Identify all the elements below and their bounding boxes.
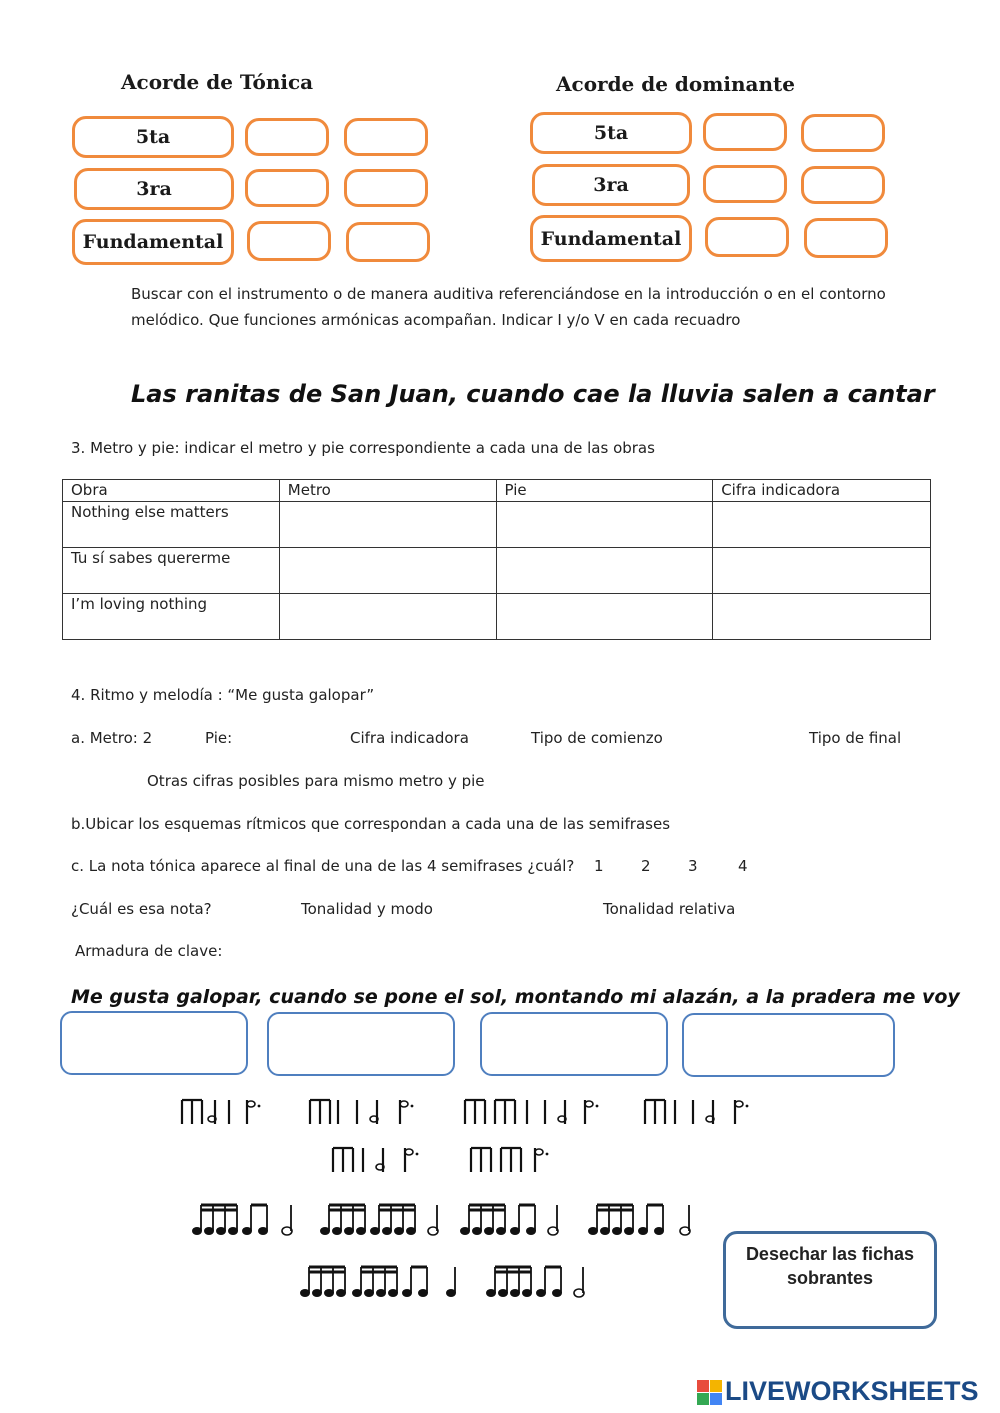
discard-note-line: sobrantes [786, 1268, 874, 1288]
column-header: Obra [63, 480, 280, 502]
table-row [63, 502, 931, 548]
tonic-label-fundamental: Fundamental [72, 219, 234, 265]
drop-zone[interactable] [60, 1011, 248, 1075]
dominant-answer-box[interactable] [705, 217, 789, 257]
tonic-answer-box[interactable] [344, 118, 428, 156]
section4-heading: 4. Ritmo y melodía : “Me gusta galopar” [71, 686, 375, 704]
a-final: Tipo de final [809, 729, 902, 747]
table-row [63, 594, 931, 640]
meter-table [62, 479, 931, 640]
rhythm-card[interactable] [192, 1205, 292, 1235]
answer-cell[interactable] [496, 502, 713, 548]
rhythm-card[interactable] [310, 1100, 413, 1124]
c-option[interactable]: 2 [641, 857, 651, 875]
work-title: Tu sí sabes quererme [63, 548, 280, 594]
q-tonalidad: Tonalidad y modo [301, 900, 433, 918]
column-header: Pie [496, 480, 713, 502]
answer-cell[interactable] [713, 502, 931, 548]
instructions-line-2: melódico. Que funciones armónicas acompañan. Indicar I y/o V en cada recuadro [131, 311, 741, 329]
tonic-label-3ra: 3ra [74, 168, 234, 210]
rhythm-card[interactable] [471, 1148, 548, 1172]
table-row [63, 548, 931, 594]
rhythm-card[interactable] [182, 1100, 260, 1124]
tonic-chord-title: Acorde de Tónica [121, 70, 314, 94]
drop-zone[interactable] [682, 1013, 895, 1077]
work-title: Nothing else matters [63, 502, 280, 548]
discard-note-line: Desechar las fichas [745, 1244, 915, 1264]
rhythm-card[interactable] [300, 1267, 456, 1297]
rhythm-card[interactable] [320, 1205, 438, 1235]
dominant-answer-box[interactable] [703, 113, 787, 151]
section3-heading: 3. Metro y pie: indicar el metro y pie correspondiente a cada una de las obras [71, 439, 655, 457]
dominant-answer-box[interactable] [801, 166, 885, 204]
tonic-label-5ta: 5ta [72, 116, 234, 158]
c-option[interactable]: 1 [594, 857, 604, 875]
answer-cell[interactable] [713, 594, 931, 640]
tonic-answer-box[interactable] [245, 169, 329, 207]
dominant-label-5ta: 5ta [530, 112, 692, 154]
answer-cell[interactable] [279, 548, 496, 594]
discard-cards-note [723, 1231, 937, 1329]
drop-zone[interactable] [267, 1012, 455, 1076]
rhythm-card[interactable] [588, 1205, 690, 1235]
instructions-line-1: Buscar con el instrumento o de manera auditiva referenciándose en la introducción o en el contorno [131, 285, 886, 303]
tonic-answer-box[interactable] [247, 221, 331, 261]
tonic-answer-box[interactable] [245, 118, 329, 156]
drop-zone[interactable] [480, 1012, 668, 1076]
tonic-answer-box[interactable] [346, 222, 430, 262]
answer-cell[interactable] [279, 594, 496, 640]
answer-cell[interactable] [496, 594, 713, 640]
q-relativa: Tonalidad relativa [603, 900, 736, 918]
c-question: c. La nota tónica aparece al final de una de las 4 semifrases ¿cuál? [71, 857, 575, 875]
dominant-label-fundamental: Fundamental [530, 215, 692, 262]
dominant-label-3ra: 3ra [532, 164, 690, 206]
work-title: I’m loving nothing [63, 594, 280, 640]
answer-cell[interactable] [713, 548, 931, 594]
c-option[interactable]: 3 [688, 857, 698, 875]
a-cifra: Cifra indicadora [350, 729, 469, 747]
otras-cifras: Otras cifras posibles para mismo metro y pie [147, 772, 485, 790]
dominant-answer-box[interactable] [804, 218, 888, 258]
liveworksheets-logo-icon [697, 1380, 723, 1406]
rhythm-cards-stick [175, 1092, 775, 1192]
liveworksheets-wordmark[interactable]: LIVEWORKSHEETS [725, 1376, 979, 1406]
rhythm-cards-standard [185, 1195, 705, 1310]
rhythm-card[interactable] [486, 1267, 584, 1297]
b-instruction: b.Ubicar los esquemas rítmicos que correspondan a cada una de las semifrases [71, 815, 671, 833]
rhythm-card[interactable] [460, 1205, 558, 1235]
column-header: Cifra indicadora [713, 480, 931, 502]
dominant-answer-box[interactable] [703, 165, 787, 203]
column-header: Metro [279, 480, 496, 502]
q-nota: ¿Cuál es esa nota? [71, 900, 212, 918]
answer-cell[interactable] [279, 502, 496, 548]
c-option[interactable]: 4 [738, 857, 748, 875]
tonic-answer-box[interactable] [344, 169, 428, 207]
song-lyric-galopar: Me gusta galopar, cuando se pone el sol, montando mi alazán, a la pradera me voy [71, 986, 960, 1008]
song-lyric-ranitas: Las ranitas de San Juan, cuando cae la lluvia salen a cantar [131, 380, 935, 408]
a-comienzo: Tipo de comienzo [531, 729, 663, 747]
dominant-chord-title: Acorde de dominante [556, 72, 796, 96]
rhythm-card[interactable] [465, 1100, 598, 1124]
armadura: Armadura de clave: [75, 942, 223, 960]
dominant-answer-box[interactable] [801, 114, 885, 152]
rhythm-card[interactable] [645, 1100, 748, 1124]
answer-cell[interactable] [496, 548, 713, 594]
rhythm-card[interactable] [333, 1148, 418, 1172]
a-pie: Pie: [205, 729, 233, 747]
a-metro: a. Metro: 2 [71, 729, 153, 747]
meter-table-header [63, 480, 931, 502]
